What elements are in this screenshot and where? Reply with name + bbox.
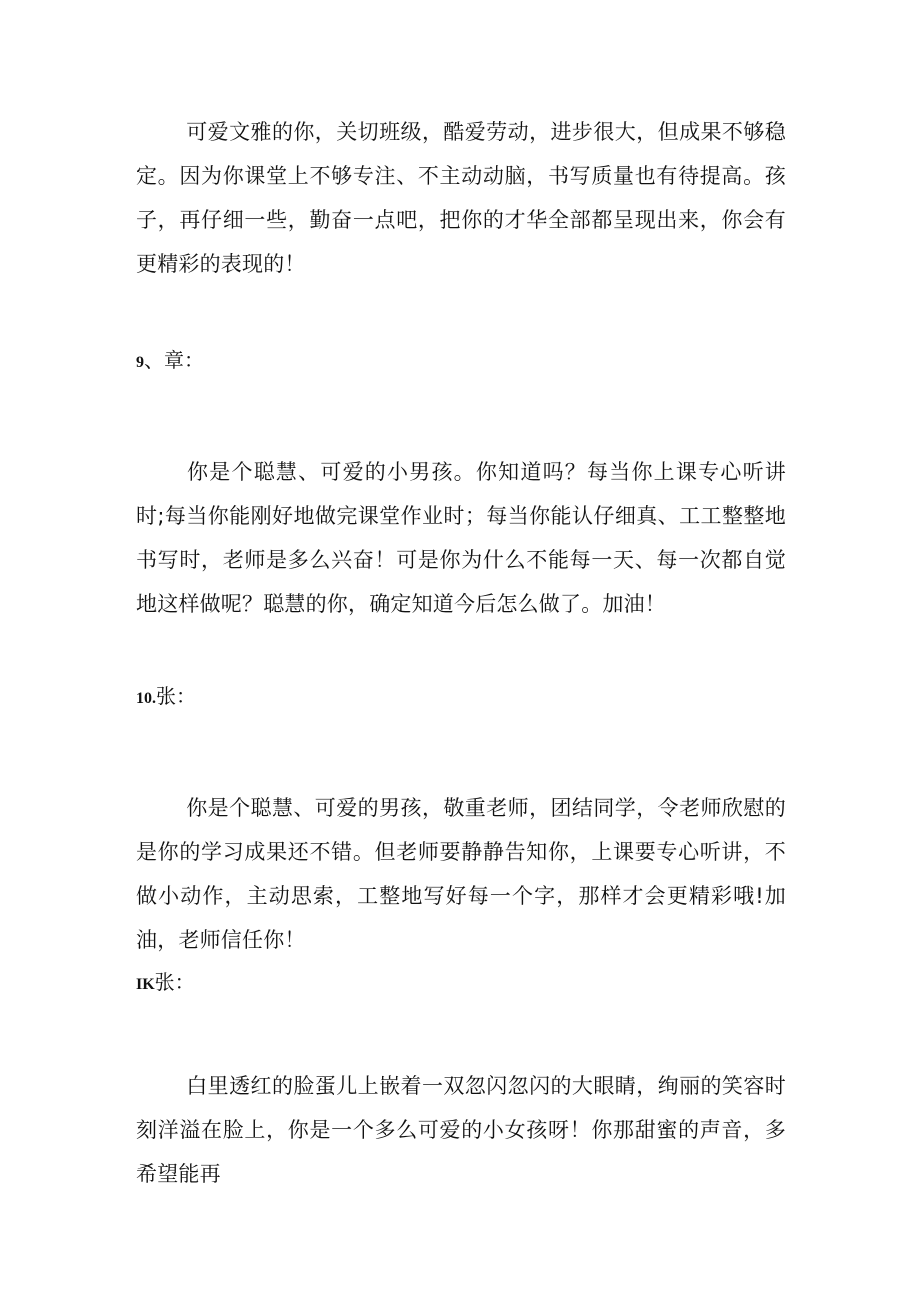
comment-paragraph-2 <box>136 450 786 626</box>
heading-label-9: 、章： <box>144 348 204 372</box>
comment-text-2: 你是个聪慧、可爱的小男孩。你知道吗？每当你上课专心听讲时;每当你能刚好地做完课堂作业时；每当你能认仔细真、工工整整地书写时，老师是多么兴奋！可是你为什么不能每一天、每一次都自觉地这样做呢？聪慧的你，确定知道今后怎么做了。加油！ <box>136 460 786 616</box>
student-heading-10 <box>136 682 196 713</box>
comment-paragraph-3 <box>136 786 786 962</box>
comment-text-3: 你是个聪慧、可爱的男孩，敬重老师，团结同学，令老师欣慰的是你的学习成果还不错。但老师要静静告知你，上课要专心听讲，不做小动作，主动思索，工整地写好每一个字，那样才会更精彩哦!加油，老师信任你！ <box>136 796 786 952</box>
comment-paragraph-1 <box>136 110 786 286</box>
heading-number-11: IK <box>136 976 155 993</box>
heading-label-11: 张： <box>154 970 195 994</box>
student-heading-9 <box>136 346 204 377</box>
heading-number-10: 10. <box>136 690 156 707</box>
heading-label-10: 张： <box>156 684 196 708</box>
comment-text-1: 可爱文雅的你，关切班级，酷爱劳动，进步很大，但成果不够稳定。因为你课堂上不够专注、不主动动脑，书写质量也有待提高。孩子，再仔细一些，勤奋一点吧，把你的才华全部都呈现出来，你会有更精彩的表现的！ <box>136 120 786 276</box>
comment-paragraph-4 <box>136 1064 786 1196</box>
comment-text-4: 白里透红的脸蛋儿上嵌着一双忽闪忽闪的大眼睛，绚丽的笑容时刻洋溢在脸上，你是一个多么可爱的小女孩呀！你那甜蜜的声音，多希望能再 <box>136 1074 786 1186</box>
student-heading-11 <box>136 968 195 999</box>
heading-number-9: 9 <box>136 354 144 371</box>
